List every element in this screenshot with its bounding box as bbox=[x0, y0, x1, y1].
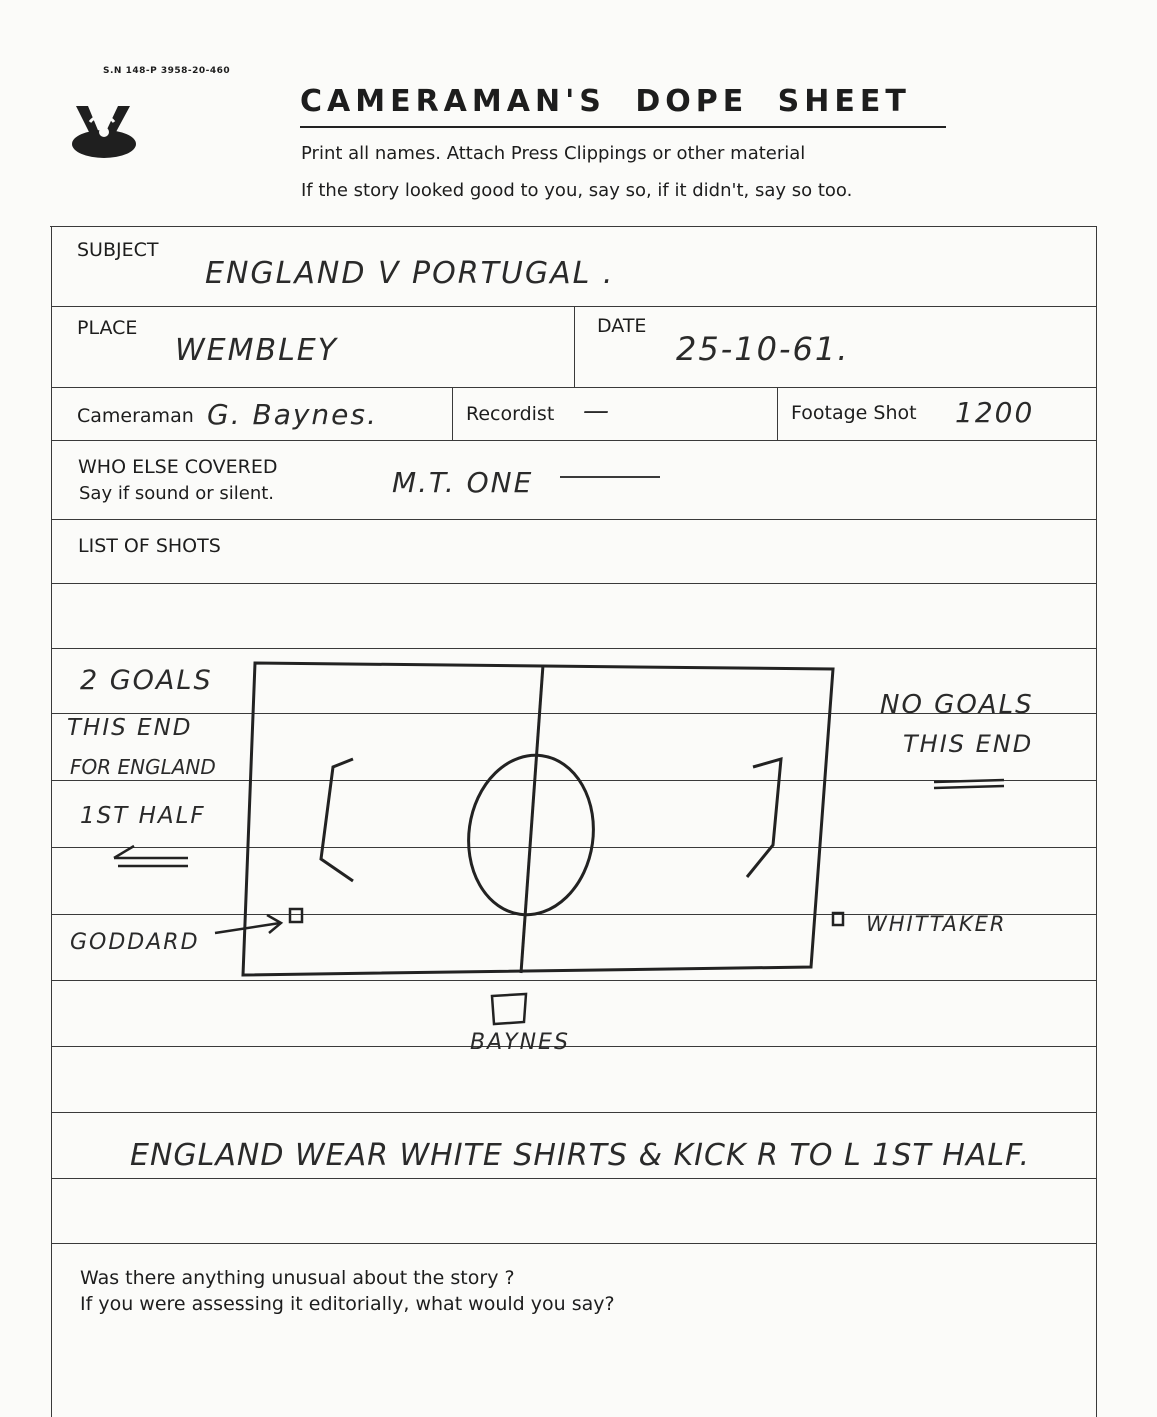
date-value[interactable]: 25-10-61. bbox=[676, 330, 850, 368]
halfway-line bbox=[521, 665, 543, 973]
who-else-value[interactable]: M.T. ONE bbox=[392, 466, 534, 499]
footage-value[interactable]: 1200 bbox=[955, 396, 1035, 429]
no-goals-underline bbox=[930, 776, 1010, 792]
row-divider bbox=[51, 1112, 1096, 1113]
who-else-sublabel: Say if sound or silent. bbox=[79, 483, 275, 504]
place-label: PLACE bbox=[77, 317, 138, 339]
instruction-line-1: Print all names. Attach Press Clippings or other material bbox=[301, 143, 806, 164]
form-right-border bbox=[1096, 226, 1097, 1417]
row-divider bbox=[51, 387, 1096, 388]
left-goal-area bbox=[321, 759, 353, 881]
left-note-line-1: 2 GOALS bbox=[80, 665, 213, 696]
column-divider bbox=[452, 387, 453, 440]
camera-whittaker-marker bbox=[833, 913, 843, 925]
camera-label-baynes: BAYNES bbox=[470, 1030, 570, 1055]
instruction-line-2: If the story looked good to you, say so, if it didn't, say so too. bbox=[301, 180, 853, 201]
title-underline bbox=[300, 126, 946, 128]
cameraman-label: Cameraman bbox=[77, 405, 194, 427]
column-divider bbox=[777, 387, 778, 440]
right-note-line-1: NO GOALS bbox=[880, 690, 1034, 720]
subject-value[interactable]: ENGLAND V PORTUGAL . bbox=[205, 256, 615, 291]
column-divider bbox=[574, 306, 575, 387]
pitch-diagram bbox=[235, 655, 845, 985]
row-divider bbox=[51, 440, 1096, 441]
left-note-line-4: 1ST HALF bbox=[80, 803, 206, 829]
who-else-label: WHO ELSE COVERED bbox=[78, 456, 278, 478]
date-label: DATE bbox=[597, 315, 647, 337]
camera-baynes-marker bbox=[488, 990, 533, 1030]
recordist-label: Recordist bbox=[466, 403, 555, 425]
recordist-value[interactable]: — bbox=[583, 396, 611, 426]
company-logo-icon bbox=[68, 98, 140, 170]
left-note-line-2: THIS END bbox=[67, 715, 193, 741]
who-else-dash bbox=[560, 476, 660, 478]
right-goal-area bbox=[747, 759, 781, 877]
row-divider bbox=[51, 1046, 1096, 1047]
row-divider bbox=[51, 1178, 1096, 1179]
question-unusual: Was there anything unusual about the story ? bbox=[80, 1267, 515, 1289]
right-note-line-2: THIS END bbox=[903, 730, 1034, 758]
form-title: CAMERAMAN'S DOPE SHEET bbox=[300, 84, 911, 119]
first-half-arrow-icon bbox=[100, 838, 195, 878]
row-divider bbox=[51, 1243, 1096, 1244]
row-divider bbox=[51, 648, 1096, 649]
row-divider bbox=[51, 519, 1096, 520]
serial-number: S.N 148-P 3958-20-460 bbox=[103, 66, 231, 76]
row-divider bbox=[51, 583, 1096, 584]
place-value[interactable]: WEMBLEY bbox=[175, 333, 339, 368]
question-editorial: If you were assessing it editorially, what would you say? bbox=[80, 1293, 615, 1315]
left-note-line-3: FOR ENGLAND bbox=[70, 755, 216, 779]
cameraman-value[interactable]: G. Baynes. bbox=[207, 398, 378, 431]
shots-note[interactable]: ENGLAND WEAR WHITE SHIRTS & KICK R TO L 1ST HALF. bbox=[130, 1138, 1030, 1173]
pitch-outline bbox=[243, 663, 833, 975]
form-left-border bbox=[51, 226, 52, 1417]
footage-label: Footage Shot bbox=[791, 402, 917, 424]
shots-label: LIST OF SHOTS bbox=[78, 535, 221, 557]
camera-label-goddard: GODDARD bbox=[70, 930, 200, 955]
subject-label: SUBJECT bbox=[77, 239, 159, 261]
camera-label-whittaker: WHITTAKER bbox=[866, 912, 1007, 936]
form-top-border bbox=[50, 226, 1097, 227]
